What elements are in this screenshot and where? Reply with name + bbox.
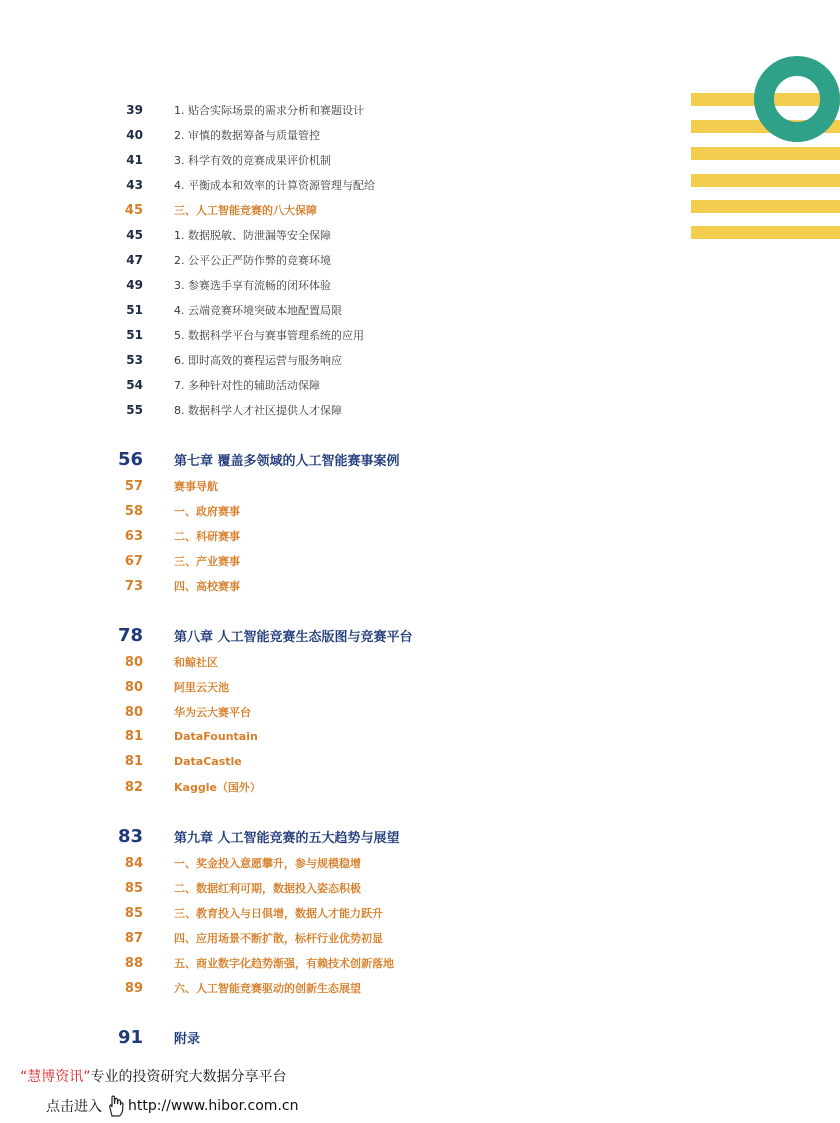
toc-page-number: 41 — [126, 153, 143, 167]
toc-title: Kaggle（国外） — [174, 781, 261, 794]
toc-page-number: 49 — [126, 278, 143, 292]
toc-entry — [0, 826, 400, 847]
toc-entry — [0, 855, 361, 871]
toc-page-number: 82 — [124, 780, 143, 795]
toc-entry — [0, 377, 320, 393]
toc-page-number: 85 — [124, 906, 143, 921]
toc-title: 五、商业数字化趋势渐强，有赖技术创新落地 — [174, 957, 394, 970]
toc-page-number: 57 — [124, 479, 143, 494]
toc-page-number: 53 — [126, 353, 143, 367]
toc-title: 三、教育投入与日俱增，数据人才能力跃升 — [174, 907, 383, 920]
footer-tagline — [20, 1066, 287, 1086]
toc-title: 2. 公平公正严防作弊的竞赛环境 — [174, 254, 331, 267]
toc-entry — [0, 202, 317, 218]
toc-title: 6. 即时高效的赛程运营与服务响应 — [174, 354, 342, 367]
footer-tagline-text: 专业的投资研究大数据分享平台 — [90, 1069, 287, 1085]
toc-title: 4. 云端竞赛环境突破本地配置局限 — [174, 304, 342, 317]
toc-title: 二、科研赛事 — [174, 530, 240, 543]
toc-page-number: 56 — [117, 449, 143, 470]
toc-entry — [0, 327, 364, 343]
hand-pointer-icon — [104, 1094, 126, 1118]
toc-title: 一、政府赛事 — [174, 505, 240, 518]
footer-url-link[interactable]: http://www.hibor.com.cn — [128, 1098, 299, 1114]
toc-page-number: 88 — [124, 956, 143, 971]
toc-page-number: 63 — [124, 529, 143, 544]
toc-entry — [0, 252, 331, 268]
toc-page-number: 54 — [126, 378, 143, 392]
toc-title: 华为云大赛平台 — [174, 706, 251, 719]
toc-title: 第八章 人工智能竞赛生态版图与竞赛平台 — [174, 630, 413, 645]
toc-page-number: 45 — [126, 228, 143, 242]
yellow-stripe — [691, 147, 840, 160]
toc-entry — [0, 553, 240, 569]
toc-title: 第九章 人工智能竞赛的五大趋势与展望 — [174, 831, 400, 846]
toc-title: 三、产业赛事 — [174, 555, 240, 568]
toc-page-number: 83 — [117, 826, 143, 847]
toc-entry — [0, 227, 331, 243]
toc-page-number: 45 — [124, 203, 143, 218]
footer-quote-open: “ — [20, 1069, 28, 1085]
toc-page-number: 80 — [124, 705, 143, 720]
toc-title: 1. 贴合实际场景的需求分析和赛题设计 — [174, 104, 364, 117]
toc-page-number: 67 — [124, 554, 143, 569]
toc-page-number: 51 — [126, 303, 143, 317]
toc-title: 2. 审慎的数据筹备与质量管控 — [174, 129, 320, 142]
toc-entry — [0, 880, 361, 896]
toc-title: 赛事导航 — [174, 480, 218, 493]
toc-title: 四、应用场景不断扩散，标杆行业优势初显 — [174, 932, 383, 945]
toc-entry — [0, 302, 342, 318]
toc-title: 8. 数据科学人才社区提供人才保障 — [174, 404, 342, 417]
toc-title: 阿里云天池 — [174, 681, 229, 694]
toc-page-number: 84 — [124, 856, 143, 871]
toc-entry — [0, 654, 218, 670]
toc-page-number: 85 — [124, 881, 143, 896]
toc-entry — [0, 528, 240, 544]
toc-title: 和鲸社区 — [174, 656, 218, 669]
toc-entry — [0, 905, 383, 921]
toc-title: 3. 科学有效的竞赛成果评价机制 — [174, 154, 331, 167]
toc-title: DataFountain — [174, 730, 258, 743]
toc-entry — [0, 754, 242, 769]
toc-page-number: 39 — [126, 103, 143, 117]
toc-title: 第七章 覆盖多领域的人工智能赛事案例 — [174, 454, 400, 469]
toc-entry — [0, 578, 240, 594]
toc-title: 一、奖金投入意愿攀升，参与规模稳增 — [174, 857, 361, 870]
toc-entry — [0, 704, 251, 720]
footer-click-text: 点击进入 — [46, 1099, 102, 1115]
toc-page-number: 55 — [126, 403, 143, 417]
toc-title: 二、数据红利可期，数据投入姿态积极 — [174, 882, 361, 895]
toc-entry — [0, 1027, 200, 1048]
footer-link-line — [46, 1094, 298, 1118]
toc-entry — [0, 503, 240, 519]
yellow-stripe — [691, 226, 840, 239]
toc-entry — [0, 102, 364, 118]
toc-entry — [0, 779, 261, 795]
toc-entry — [0, 449, 400, 470]
toc-title: 1. 数据脱敏、防泄漏等安全保障 — [174, 229, 331, 242]
toc-page-number: 51 — [126, 328, 143, 342]
toc-entry — [0, 729, 258, 744]
toc-title: 4. 平衡成本和效率的计算资源管理与配给 — [174, 179, 375, 192]
toc-entry — [0, 679, 229, 695]
toc-page-number: 81 — [124, 754, 143, 769]
toc-page-number: 78 — [117, 625, 143, 646]
toc-entry — [0, 478, 218, 494]
toc-entry — [0, 980, 361, 996]
toc-title: 三、人工智能竞赛的八大保障 — [174, 204, 317, 217]
toc-title: 四、高校赛事 — [174, 580, 240, 593]
toc-title: 3. 参赛选手享有流畅的闭环体验 — [174, 279, 331, 292]
footer-quote-close: ” — [83, 1069, 91, 1085]
toc-title: 附录 — [174, 1032, 201, 1047]
toc-page-number: 87 — [124, 931, 143, 946]
toc-page-number: 47 — [126, 253, 143, 267]
toc-entry — [0, 352, 342, 368]
footer-brand: 慧博资讯 — [27, 1069, 84, 1085]
yellow-stripe — [691, 200, 840, 213]
toc-entry — [0, 955, 394, 971]
toc-page-number: 73 — [124, 579, 143, 594]
toc-page-number: 81 — [124, 729, 143, 744]
toc-page-number: 40 — [126, 128, 143, 142]
toc-entry — [0, 152, 331, 168]
toc-entry — [0, 402, 342, 418]
toc-entry — [0, 930, 383, 946]
toc-title: 六、人工智能竞赛驱动的创新生态展望 — [174, 982, 361, 995]
yellow-stripe — [691, 174, 840, 187]
toc-entry — [0, 177, 375, 193]
toc-title: DataCastle — [174, 755, 242, 768]
toc-page-number: 91 — [117, 1027, 143, 1048]
toc-page-number: 43 — [126, 178, 143, 192]
toc-entry — [0, 625, 413, 646]
toc-page-number: 80 — [124, 680, 143, 695]
toc-page-number: 89 — [124, 981, 143, 996]
toc-entry — [0, 277, 331, 293]
toc-title: 7. 多种针对性的辅助活动保障 — [174, 379, 320, 392]
toc-title: 5. 数据科学平台与赛事管理系统的应用 — [174, 329, 364, 342]
toc-entry — [0, 127, 320, 143]
toc-page-number: 80 — [124, 655, 143, 670]
toc-page-number: 58 — [124, 504, 143, 519]
